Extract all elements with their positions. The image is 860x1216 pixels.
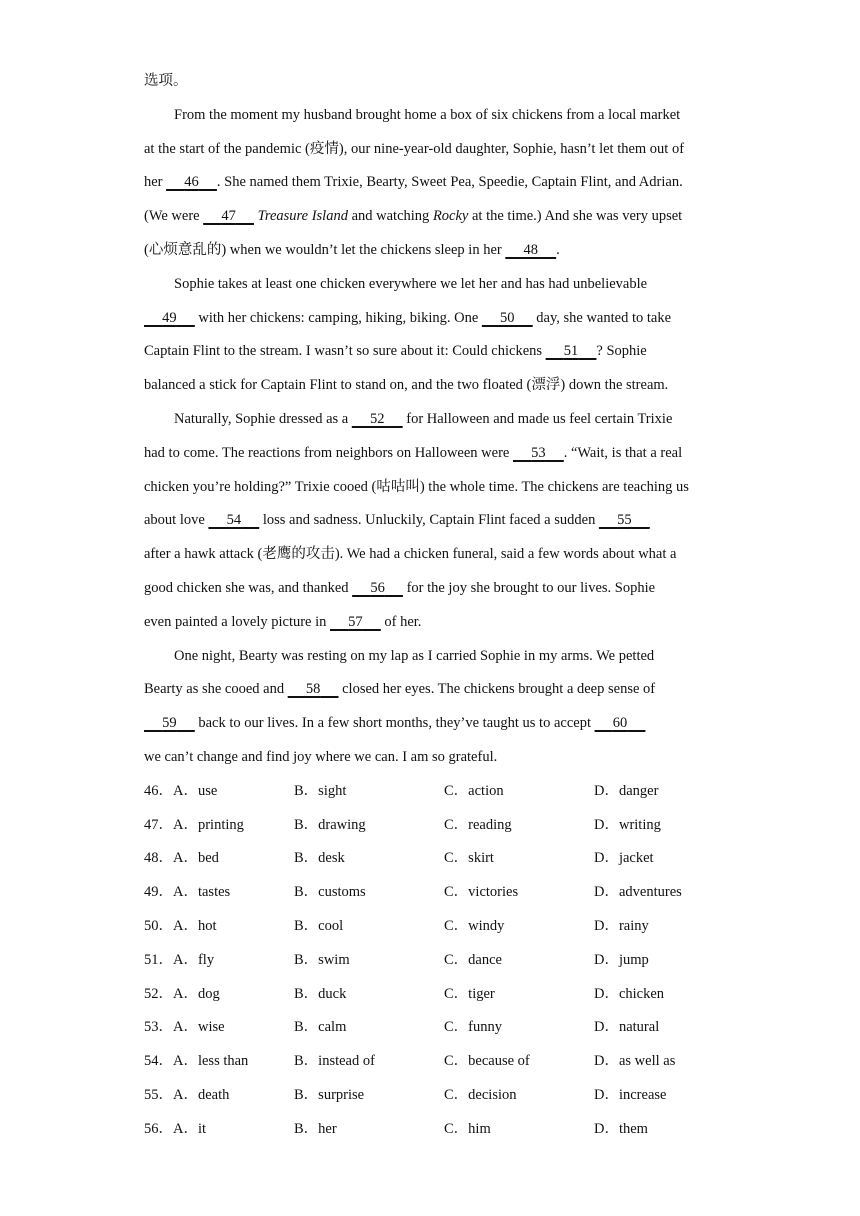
passage-line: we can’t change and find joy where we can. I am so grateful. bbox=[144, 748, 498, 765]
question-number: 54． bbox=[144, 1053, 173, 1070]
question-row bbox=[144, 1079, 719, 1113]
option-text: B．her bbox=[294, 1120, 337, 1137]
option-b[interactable] bbox=[294, 1079, 364, 1113]
option-text: B．instead of bbox=[294, 1053, 375, 1070]
option-d[interactable] bbox=[594, 1079, 666, 1113]
option-text: A．fly bbox=[173, 951, 215, 968]
option-c[interactable] bbox=[444, 910, 504, 944]
option-b[interactable] bbox=[294, 809, 366, 843]
option-text: C．action bbox=[444, 782, 504, 799]
question-number: 51． bbox=[144, 951, 173, 968]
question-number: 52． bbox=[144, 985, 173, 1002]
option-text: C．windy bbox=[444, 917, 505, 934]
option-c[interactable] bbox=[444, 944, 502, 978]
option-d[interactable] bbox=[594, 809, 661, 843]
passage-line: even painted a lovely picture in 57 of her. bbox=[144, 606, 719, 640]
option-text: B．surprise bbox=[294, 1086, 365, 1103]
option-d[interactable] bbox=[594, 944, 649, 978]
passage-line: at the start of the pandemic (疫情), our nine-year-old daughter, Sophie, hasn’t let them out of bbox=[144, 140, 685, 157]
option-d[interactable] bbox=[594, 910, 649, 944]
option-b[interactable] bbox=[294, 1113, 337, 1147]
option-text: A．use bbox=[173, 782, 218, 799]
blank-59: 59 bbox=[162, 715, 177, 732]
option-text: D．increase bbox=[594, 1086, 667, 1103]
option-text: B．swim bbox=[294, 951, 350, 968]
option-a[interactable] bbox=[144, 876, 230, 910]
option-text: D．them bbox=[594, 1120, 648, 1137]
option-a[interactable] bbox=[144, 809, 244, 843]
option-text: D．jump bbox=[594, 951, 649, 968]
blank-50: 50 bbox=[500, 309, 515, 326]
question-number: 49． bbox=[144, 884, 173, 901]
option-text: A．death bbox=[173, 1086, 230, 1103]
question-row bbox=[144, 775, 719, 809]
question-row bbox=[144, 910, 719, 944]
option-a[interactable] bbox=[144, 842, 219, 876]
option-text: B．sight bbox=[294, 782, 347, 799]
blank-55: 55 bbox=[617, 512, 632, 529]
blank-58: 58 bbox=[305, 681, 321, 698]
option-b[interactable] bbox=[294, 910, 343, 944]
question-number: 53． bbox=[144, 1019, 173, 1036]
question-row bbox=[144, 944, 719, 978]
option-b[interactable] bbox=[294, 1045, 375, 1079]
blank-52: 52 bbox=[369, 410, 385, 427]
option-a[interactable] bbox=[144, 1113, 206, 1147]
option-c[interactable] bbox=[444, 876, 518, 910]
option-text: B．calm bbox=[294, 1019, 347, 1036]
option-a[interactable] bbox=[144, 978, 220, 1012]
question-row bbox=[144, 842, 719, 876]
option-text: D．natural bbox=[594, 1019, 660, 1036]
option-text: B．cool bbox=[294, 917, 344, 934]
option-b[interactable] bbox=[294, 876, 366, 910]
passage-line: Captain Flint to the stream. I wasn’t so sure about it: Could chickens 51 ? Sophie bbox=[144, 335, 719, 369]
option-text: A．bed bbox=[173, 850, 219, 867]
passage-line: about love 54 loss and sadness. Unluckily, Captain Flint faced a sudden 55 bbox=[144, 504, 719, 538]
blank-57: 57 bbox=[348, 613, 363, 630]
option-text: D．writing bbox=[594, 816, 661, 833]
option-a[interactable] bbox=[144, 944, 214, 978]
passage-line: 49 with her chickens: camping, hiking, biking. One 50 day, she wanted to take bbox=[144, 302, 719, 336]
option-text: C．skirt bbox=[444, 850, 494, 867]
option-text: A．less than bbox=[173, 1053, 249, 1070]
option-b[interactable] bbox=[294, 978, 346, 1012]
blank-56: 56 bbox=[370, 579, 385, 596]
option-text: A．dog bbox=[173, 985, 220, 1002]
option-b[interactable] bbox=[294, 1011, 346, 1045]
passage-line: Bearty as she cooed and 58 closed her eyes. The chickens brought a deep sense of bbox=[144, 673, 719, 707]
question-row bbox=[144, 809, 719, 843]
option-c[interactable] bbox=[444, 1045, 530, 1079]
question-row bbox=[144, 1113, 719, 1147]
option-d[interactable] bbox=[594, 775, 658, 809]
film-title: Rocky bbox=[432, 208, 469, 225]
option-a[interactable] bbox=[144, 910, 217, 944]
option-c[interactable] bbox=[444, 978, 495, 1012]
option-text: A．tastes bbox=[173, 884, 231, 901]
option-c[interactable] bbox=[444, 1079, 517, 1113]
option-text: C．because of bbox=[444, 1053, 530, 1070]
passage-line: One night, Bearty was resting on my lap as I carried Sophie in my arms. We petted bbox=[174, 647, 655, 664]
blank-54: 54 bbox=[226, 512, 242, 529]
option-text: D．danger bbox=[594, 782, 659, 799]
option-text: A．hot bbox=[173, 917, 217, 934]
question-number: 50． bbox=[144, 917, 173, 934]
option-text: D．jacket bbox=[594, 850, 654, 867]
blank-51: 51 bbox=[563, 343, 579, 360]
option-d[interactable] bbox=[594, 978, 664, 1012]
option-a[interactable] bbox=[144, 1045, 248, 1079]
intro-fragment: 选项。 bbox=[144, 73, 188, 89]
option-c[interactable] bbox=[444, 1011, 502, 1045]
question-number: 48． bbox=[144, 850, 173, 867]
passage-line: 59 back to our lives. In a few short months, they’ve taught us to accept 60 bbox=[144, 707, 719, 741]
option-text: C．dance bbox=[444, 951, 502, 968]
option-text: C．decision bbox=[444, 1086, 517, 1103]
blank-53: 53 bbox=[531, 444, 546, 461]
passage-line: Naturally, Sophie dressed as a 52 for Halloween and made us feel certain Trixie bbox=[144, 403, 719, 437]
option-d[interactable] bbox=[594, 1113, 648, 1147]
question-number: 56． bbox=[144, 1120, 173, 1137]
option-d[interactable] bbox=[594, 1045, 675, 1079]
option-b[interactable] bbox=[294, 944, 350, 978]
passage-line: balanced a stick for Captain Flint to stand on, and the two floated (漂浮) down the stream. bbox=[144, 377, 669, 394]
passage-line: chicken you’re holding?” Trixie cooed (咕咕叫) the whole time. The chickens are teaching us bbox=[144, 478, 689, 495]
option-text: D．adventures bbox=[594, 884, 682, 901]
question-row bbox=[144, 978, 719, 1012]
option-text: D．as well as bbox=[594, 1053, 676, 1070]
passage-line: after a hawk attack (老鹰的攻击). We had a chicken funeral, said a few words about what a bbox=[144, 546, 677, 563]
option-text: C．victories bbox=[444, 884, 519, 901]
option-text: A．wise bbox=[173, 1019, 225, 1036]
question-number: 47． bbox=[144, 816, 173, 833]
option-b[interactable] bbox=[294, 775, 346, 809]
question-options-list bbox=[144, 775, 719, 1147]
option-c[interactable] bbox=[444, 1113, 491, 1147]
option-text: D．rainy bbox=[594, 917, 649, 934]
option-text: C．funny bbox=[444, 1019, 502, 1036]
question-row bbox=[144, 1045, 719, 1079]
passage-line: (心烦意乱的) when we wouldn’t let the chickens sleep in her 48 . bbox=[144, 234, 719, 268]
option-d[interactable] bbox=[594, 842, 654, 876]
option-text: B．drawing bbox=[294, 816, 366, 833]
blank-60: 60 bbox=[612, 715, 628, 732]
passage-line: Sophie takes at least one chicken everywhere we let her and has had unbelievable bbox=[174, 275, 648, 292]
question-number: 55． bbox=[144, 1086, 173, 1103]
option-c[interactable] bbox=[444, 775, 504, 809]
option-text: C．him bbox=[444, 1120, 491, 1137]
passage-line: From the moment my husband brought home a box of six chickens from a local market bbox=[174, 106, 681, 123]
option-d[interactable] bbox=[594, 1011, 659, 1045]
document-page bbox=[144, 65, 719, 1147]
question-row bbox=[144, 1011, 719, 1045]
blank-46: 46 bbox=[184, 174, 199, 191]
question-row bbox=[144, 876, 719, 910]
blank-48: 48 bbox=[523, 241, 538, 258]
blank-49: 49 bbox=[162, 309, 177, 326]
option-text: B．duck bbox=[294, 985, 347, 1002]
blank-47: 47 bbox=[221, 208, 236, 225]
question-number: 46． bbox=[144, 782, 173, 799]
option-text: C．reading bbox=[444, 816, 512, 833]
option-a[interactable] bbox=[144, 1079, 229, 1113]
option-c[interactable] bbox=[444, 842, 494, 876]
option-text: B．customs bbox=[294, 884, 366, 901]
passage-line: had to come. The reactions from neighbors on Halloween were 53 . “Wait, is that a real bbox=[144, 437, 719, 471]
book-title: Treasure Island bbox=[257, 208, 348, 225]
passage-line: (We were 47 Treasure Island and watching Rocky at the time.) And she was very upset bbox=[144, 200, 719, 234]
option-d[interactable] bbox=[594, 876, 682, 910]
passage-line: her 46 . She named them Trixie, Bearty, Sweet Pea, Speedie, Captain Flint, and Adrian. bbox=[144, 166, 719, 200]
option-b[interactable] bbox=[294, 842, 345, 876]
passage-line: good chicken she was, and thanked 56 for the joy she brought to our lives. Sophie bbox=[144, 572, 719, 606]
option-text: C．tiger bbox=[444, 985, 495, 1002]
option-text: A．printing bbox=[173, 816, 244, 833]
option-text: A．it bbox=[173, 1120, 207, 1137]
option-c[interactable] bbox=[444, 809, 512, 843]
option-a[interactable] bbox=[144, 1011, 225, 1045]
option-a[interactable] bbox=[144, 775, 217, 809]
option-text: D．chicken bbox=[594, 985, 665, 1002]
option-text: B．desk bbox=[294, 850, 345, 867]
